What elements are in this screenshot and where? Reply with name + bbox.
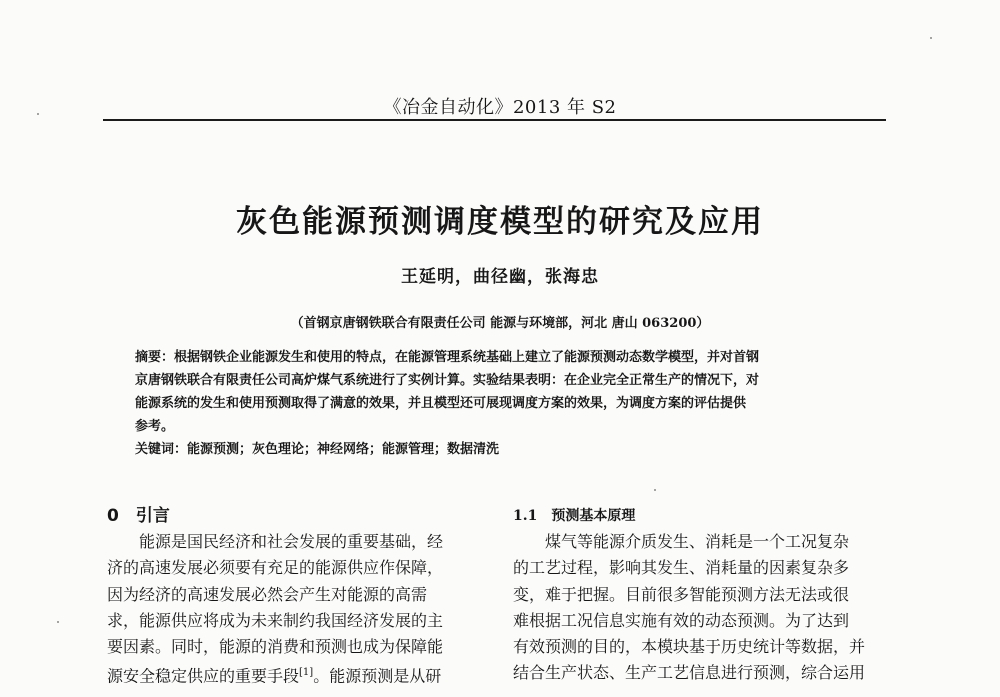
journal-header: 《冶金自动化》2013 年 S2 <box>383 97 617 118</box>
abstract-line-2: 京唐钢铁联合有限责任公司高炉煤气系统进行了实例计算。实验结果表明：在企业完全正常生产的情况下，对 <box>135 373 760 388</box>
abstract-label: 摘要： <box>135 350 175 365</box>
s11-line-1: 煤气等能源介质发生、消耗是一个工况复杂 <box>545 532 850 551</box>
intro-line-6 <box>107 660 479 690</box>
citation-ref: [1] <box>299 667 314 679</box>
section-heading-introduction: 0 引言 <box>107 506 170 526</box>
scan-speck <box>930 37 932 39</box>
affiliation: （首钢京唐钢铁联合有限责任公司 能源与环境部，河北 唐山 063200） <box>290 316 710 331</box>
s11-line-6: 结合生产状态、生产工艺信息进行预测，综合运用 <box>513 663 866 683</box>
intro-line-6-tail: 。能源预测是从研 <box>313 666 442 686</box>
s11-line-4: 难根据工况信息实施有效的动态预测。为了达到 <box>513 610 850 630</box>
abstract-line-3: 能源系统的发生和使用预测取得了满意的效果，并且模型还可展现调度方案的效果，为调度方案的评估提供 <box>135 396 747 411</box>
keywords-label: 关键词： <box>135 442 188 457</box>
scan-speck <box>37 113 39 115</box>
intro-line-1: 能源是国民经济和社会发展的重要基础，经 <box>139 532 444 551</box>
intro-line-2: 济的高速发展必须要有充足的能源供应作保障， <box>107 558 444 578</box>
introduction-body <box>107 529 479 690</box>
s11-line-3: 变，难于把握。目前很多智能预测方法无法或很 <box>513 584 850 604</box>
right-column <box>513 503 889 687</box>
s11-line-5: 有效预测的目的，本模块基于历史统计等数据，并 <box>513 637 866 657</box>
keywords-line <box>135 438 865 461</box>
section-1-1-body <box>513 529 889 687</box>
s11-line-2: 的工艺过程，影响其发生、消耗量的因素复杂多 <box>513 558 850 578</box>
intro-line-3: 因为经济的高速发展必然会产生对能源的高需 <box>107 584 428 604</box>
author-list: 王延明，曲径幽，张海忠 <box>401 267 599 287</box>
header-rule <box>103 119 886 121</box>
intro-line-4: 求，能源供应将成为未来制约我国经济发展的主 <box>107 610 444 630</box>
abstract-block <box>135 346 865 461</box>
abstract-line-1 <box>135 346 865 369</box>
paper-title: 灰色能源预测调度模型的研究及应用 <box>236 204 764 240</box>
abstract-text-1: 根据钢铁企业能源发生和使用的特点，在能源管理系统基础上建立了能源预测动态数学模型，并对首钢 <box>174 350 760 365</box>
intro-line-6-text: 源安全稳定供应的重要手段 <box>107 666 300 686</box>
abstract-line-4: 参考。 <box>135 419 175 434</box>
left-column <box>107 503 479 690</box>
keywords-text: 能源预测；灰色理论；神经网络；能源管理；数据清洗 <box>187 442 500 457</box>
scan-speck <box>57 621 59 623</box>
section-heading-1-1: 1.1 预测基本原理 <box>513 508 636 524</box>
intro-line-5: 要因素。同时，能源的消费和预测也成为保障能 <box>107 637 444 657</box>
scan-speck <box>654 489 656 491</box>
